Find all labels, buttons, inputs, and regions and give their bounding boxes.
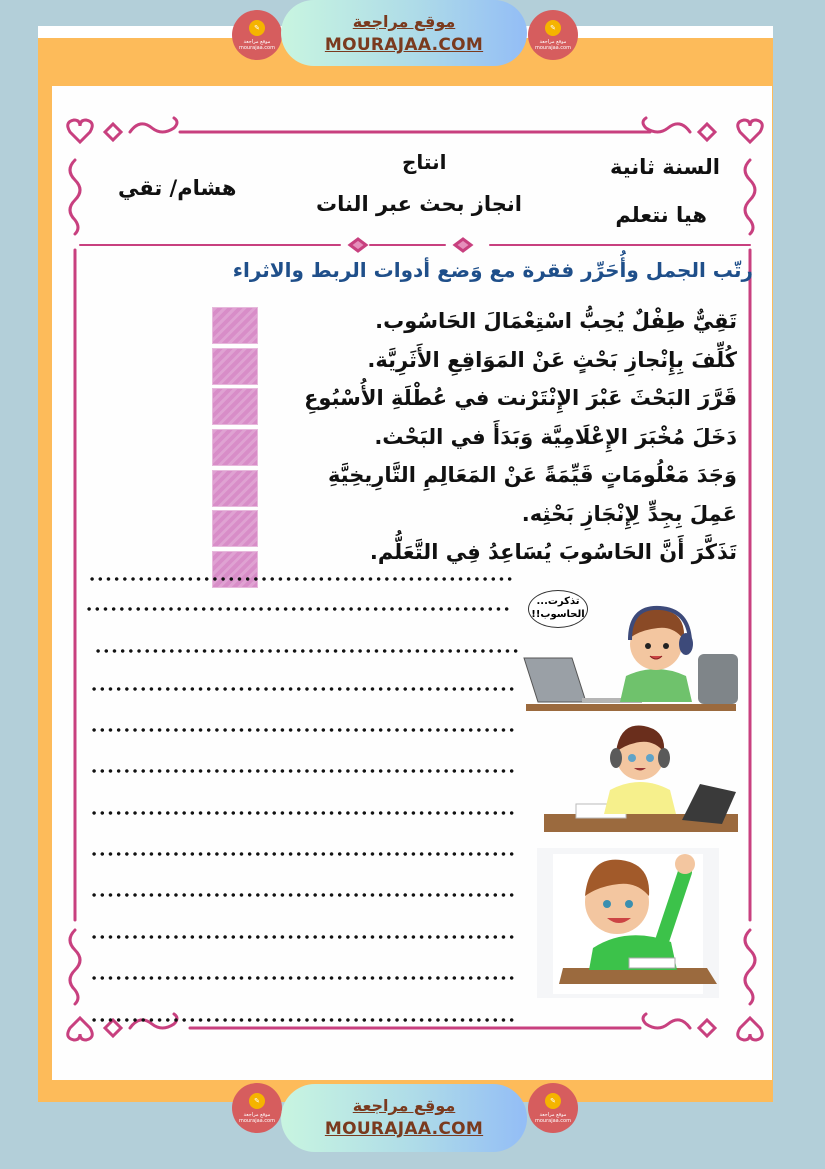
order-box-4[interactable]: [212, 429, 258, 466]
brand-badge-left-top: [232, 10, 282, 60]
thought-text-1: تذكرت...: [536, 596, 580, 607]
sentence-item: تَقِيٌّ طِفْلٌ يُحِبُّ اسْتِعْمَالَ الحَاسُوب.: [375, 309, 737, 333]
grade-label: السنة ثانية: [609, 155, 720, 179]
brand-badge-left-bottom: [232, 1083, 282, 1133]
badge-caption-ar: موقع مراجعة: [539, 1112, 567, 1118]
brand-arabic-name: موقع مراجعة: [352, 1096, 456, 1115]
sentence-item: عَمِلَ بِجِدٍّ لِإِنْجَازِ بَحْثِه.: [521, 501, 737, 526]
answer-line-1[interactable]: [88, 576, 512, 582]
answer-line-9[interactable]: [90, 892, 514, 898]
sentence-item: دَخَلَ مُخْبَرَ الإِعْلَامِيَّة وَبَدَأَ في البَحْث.: [374, 424, 737, 449]
order-box-3[interactable]: [212, 388, 258, 425]
brand-banner-top[interactable]: [281, 0, 527, 66]
brand-domain[interactable]: MOURAJAA.COM: [324, 1119, 484, 1139]
brand-logo-icon: ✎: [249, 1093, 265, 1109]
sentence-item: كُلِّفَ بِإِنْجازِ بَحْثٍ عَنْ المَوَاقِعِ الأَثَرِيَّة.: [367, 347, 737, 372]
boy-writing-image: [540, 712, 740, 836]
lesson-series-label: هيا نتعلم: [615, 203, 707, 227]
order-box-6[interactable]: [212, 510, 258, 547]
brand-logo-icon: ✎: [249, 20, 265, 36]
sentence-item: قَرَّرَ البَحْثَ عَبْرَ الإِنْتَرْنت في عُطْلَةِ الأُسْبُوعِ: [304, 386, 737, 410]
order-box-2[interactable]: [212, 348, 258, 385]
subject-label: انتاج: [402, 150, 447, 174]
answer-line-4[interactable]: [90, 686, 514, 692]
brand-logo-icon: ✎: [545, 1093, 561, 1109]
badge-caption-ar: موقع مراجعة: [539, 39, 567, 45]
badge-caption-en: mourajaa.com: [534, 45, 571, 51]
characters-label: هشام/ تقي: [118, 176, 237, 200]
order-box-5[interactable]: [212, 470, 258, 507]
boy-raising-hand-image: [537, 848, 719, 998]
brand-badge-right-bottom: [528, 1083, 578, 1133]
answer-line-2[interactable]: [85, 606, 509, 612]
boy-at-laptop-image: [522, 588, 744, 714]
order-boxes: [212, 307, 258, 592]
answer-line-11[interactable]: [90, 975, 514, 981]
badge-caption-en: mourajaa.com: [534, 1118, 571, 1124]
brand-arabic-name: موقع مراجعة: [352, 12, 456, 31]
answer-line-7[interactable]: [90, 810, 514, 816]
answer-line-5[interactable]: [90, 727, 514, 733]
answer-line-8[interactable]: [90, 851, 514, 857]
sentence-item: وَجَدَ مَعْلُومَاتٍ قَيِّمَةً عَنْ المَعَالِمِ التَّارِيخِيَّةِ: [327, 463, 737, 487]
badge-caption-ar: موقع مراجعة: [243, 1112, 271, 1118]
topic-title: انجاز بحث عبر النات: [316, 192, 523, 216]
order-box-7[interactable]: [212, 551, 258, 588]
sentence-list: [267, 302, 737, 572]
thought-text-2: الحاسوب!!: [531, 609, 585, 620]
badge-caption-en: mourajaa.com: [238, 45, 275, 51]
sentence-item: تَذَكَّرَ أَنَّ الحَاسُوبَ يُسَاعِدُ فِي التَّعَلُّم.: [369, 540, 737, 564]
brand-logo-icon: ✎: [545, 20, 561, 36]
answer-line-6[interactable]: [90, 768, 514, 774]
answer-line-10[interactable]: [90, 934, 514, 940]
brand-badge-right-top: [528, 10, 578, 60]
brand-banner-bottom[interactable]: [281, 1084, 527, 1152]
order-box-1[interactable]: [212, 307, 258, 344]
badge-caption-en: mourajaa.com: [238, 1118, 275, 1124]
answer-line-12[interactable]: [90, 1017, 514, 1023]
exercise-instruction: رتّب الجمل وأُحَرِّر فقرة مع وَضع أدوات الربط والاثراء: [232, 258, 753, 282]
brand-domain[interactable]: MOURAJAA.COM: [324, 35, 484, 55]
badge-caption-ar: موقع مراجعة: [243, 39, 271, 45]
answer-line-3[interactable]: [94, 648, 518, 654]
